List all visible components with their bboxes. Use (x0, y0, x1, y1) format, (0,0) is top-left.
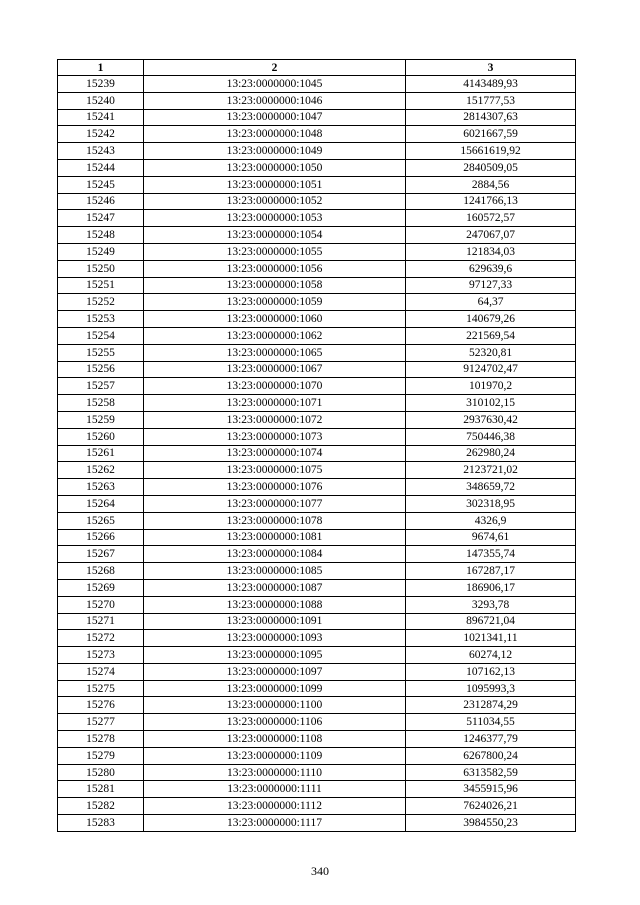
table-row (58, 697, 576, 714)
value-cell: 7624026,21 (406, 798, 576, 815)
row-number-cell: 15257 (58, 378, 144, 395)
cadastral-number-cell: 13:23:0000000:1051 (144, 176, 406, 193)
table-row (58, 663, 576, 680)
table-row (58, 260, 576, 277)
table-row (58, 227, 576, 244)
row-number-cell: 15272 (58, 630, 144, 647)
value-cell: 2814307,63 (406, 109, 576, 126)
cadastral-number-cell: 13:23:0000000:1073 (144, 428, 406, 445)
table-row (58, 613, 576, 630)
table-row (58, 243, 576, 260)
value-cell: 6021667,59 (406, 126, 576, 143)
row-number-cell: 15278 (58, 731, 144, 748)
value-cell: 147355,74 (406, 546, 576, 563)
value-cell: 1246377,79 (406, 731, 576, 748)
row-number-cell: 15282 (58, 798, 144, 815)
value-cell: 262980,24 (406, 445, 576, 462)
row-number-cell: 15253 (58, 311, 144, 328)
cadastral-number-cell: 13:23:0000000:1062 (144, 327, 406, 344)
cadastral-number-cell: 13:23:0000000:1059 (144, 294, 406, 311)
value-cell: 2884,56 (406, 176, 576, 193)
cadastral-number-cell: 13:23:0000000:1050 (144, 159, 406, 176)
row-number-cell: 15258 (58, 395, 144, 412)
table-row (58, 327, 576, 344)
row-number-cell: 15276 (58, 697, 144, 714)
cadastral-number-cell: 13:23:0000000:1077 (144, 495, 406, 512)
column-header-2: 2 (144, 60, 406, 76)
row-number-cell: 15281 (58, 781, 144, 798)
table-row (58, 411, 576, 428)
value-cell: 97127,33 (406, 277, 576, 294)
cadastral-number-cell: 13:23:0000000:1056 (144, 260, 406, 277)
row-number-cell: 15268 (58, 563, 144, 580)
value-cell: 3293,78 (406, 596, 576, 613)
row-number-cell: 15271 (58, 613, 144, 630)
value-cell: 221569,54 (406, 327, 576, 344)
cadastral-number-cell: 13:23:0000000:1091 (144, 613, 406, 630)
table-row (58, 747, 576, 764)
cadastral-number-cell: 13:23:0000000:1060 (144, 311, 406, 328)
value-cell: 247067,07 (406, 227, 576, 244)
cadastral-number-cell: 13:23:0000000:1055 (144, 243, 406, 260)
value-cell: 9124702,47 (406, 361, 576, 378)
table-row (58, 529, 576, 546)
table-row (58, 445, 576, 462)
table-row (58, 193, 576, 210)
row-number-cell: 15269 (58, 579, 144, 596)
cadastral-number-cell: 13:23:0000000:1076 (144, 479, 406, 496)
value-cell: 140679,26 (406, 311, 576, 328)
cadastral-number-cell: 13:23:0000000:1058 (144, 277, 406, 294)
row-number-cell: 15251 (58, 277, 144, 294)
row-number-cell: 15262 (58, 462, 144, 479)
cadastral-number-cell: 13:23:0000000:1100 (144, 697, 406, 714)
cadastral-number-cell: 13:23:0000000:1067 (144, 361, 406, 378)
table-body (58, 76, 576, 832)
value-cell: 6313582,59 (406, 764, 576, 781)
cadastral-number-cell: 13:23:0000000:1087 (144, 579, 406, 596)
table-row (58, 546, 576, 563)
value-cell: 2123721,02 (406, 462, 576, 479)
row-number-cell: 15283 (58, 815, 144, 832)
value-cell: 4326,9 (406, 512, 576, 529)
row-number-cell: 15264 (58, 495, 144, 512)
row-number-cell: 15261 (58, 445, 144, 462)
table-row (58, 798, 576, 815)
row-number-cell: 15246 (58, 193, 144, 210)
table-row (58, 176, 576, 193)
cadastral-number-cell: 13:23:0000000:1117 (144, 815, 406, 832)
value-cell: 151777,53 (406, 92, 576, 109)
value-cell: 15661619,92 (406, 143, 576, 160)
table-row (58, 395, 576, 412)
value-cell: 167287,17 (406, 563, 576, 580)
column-header-1: 1 (58, 60, 144, 76)
cadastral-number-cell: 13:23:0000000:1109 (144, 747, 406, 764)
cadastral-number-cell: 13:23:0000000:1053 (144, 210, 406, 227)
table-row (58, 495, 576, 512)
table-row (58, 159, 576, 176)
table-row (58, 647, 576, 664)
row-number-cell: 15279 (58, 747, 144, 764)
value-cell: 4143489,93 (406, 76, 576, 93)
table-row (58, 143, 576, 160)
row-number-cell: 15248 (58, 227, 144, 244)
cadastral-number-cell: 13:23:0000000:1108 (144, 731, 406, 748)
cadastral-number-cell: 13:23:0000000:1054 (144, 227, 406, 244)
row-number-cell: 15270 (58, 596, 144, 613)
table-row (58, 680, 576, 697)
row-number-cell: 15273 (58, 647, 144, 664)
cadastral-number-cell: 13:23:0000000:1075 (144, 462, 406, 479)
row-number-cell: 15275 (58, 680, 144, 697)
cadastral-number-cell: 13:23:0000000:1074 (144, 445, 406, 462)
table-row (58, 630, 576, 647)
value-cell: 302318,95 (406, 495, 576, 512)
value-cell: 160572,57 (406, 210, 576, 227)
row-number-cell: 15241 (58, 109, 144, 126)
value-cell: 2312874,29 (406, 697, 576, 714)
row-number-cell: 15254 (58, 327, 144, 344)
row-number-cell: 15256 (58, 361, 144, 378)
row-number-cell: 15255 (58, 344, 144, 361)
table-row (58, 764, 576, 781)
value-cell: 750446,38 (406, 428, 576, 445)
table-row (58, 109, 576, 126)
table-row (58, 210, 576, 227)
cadastral-number-cell: 13:23:0000000:1049 (144, 143, 406, 160)
row-number-cell: 15243 (58, 143, 144, 160)
table-row (58, 344, 576, 361)
table-row (58, 731, 576, 748)
cadastral-number-cell: 13:23:0000000:1095 (144, 647, 406, 664)
row-number-cell: 15263 (58, 479, 144, 496)
table-row (58, 512, 576, 529)
row-number-cell: 15280 (58, 764, 144, 781)
table-row (58, 579, 576, 596)
cadastral-number-cell: 13:23:0000000:1046 (144, 92, 406, 109)
table-row (58, 311, 576, 328)
row-number-cell: 15267 (58, 546, 144, 563)
row-number-cell: 15240 (58, 92, 144, 109)
cadastral-number-cell: 13:23:0000000:1112 (144, 798, 406, 815)
value-cell: 186906,17 (406, 579, 576, 596)
table-row (58, 378, 576, 395)
cadastral-number-cell: 13:23:0000000:1045 (144, 76, 406, 93)
column-header-3: 3 (406, 60, 576, 76)
row-number-cell: 15250 (58, 260, 144, 277)
cadastral-number-cell: 13:23:0000000:1093 (144, 630, 406, 647)
row-number-cell: 15239 (58, 76, 144, 93)
table-row (58, 815, 576, 832)
page-number: 340 (311, 864, 329, 878)
table-row (58, 479, 576, 496)
value-cell: 121834,03 (406, 243, 576, 260)
table-header-row (58, 60, 576, 76)
value-cell: 511034,55 (406, 714, 576, 731)
table-row (58, 714, 576, 731)
table-row (58, 361, 576, 378)
cadastral-number-cell: 13:23:0000000:1111 (144, 781, 406, 798)
row-number-cell: 15244 (58, 159, 144, 176)
row-number-cell: 15277 (58, 714, 144, 731)
value-cell: 1095993,3 (406, 680, 576, 697)
cadastral-number-cell: 13:23:0000000:1106 (144, 714, 406, 731)
row-number-cell: 15274 (58, 663, 144, 680)
value-cell: 896721,04 (406, 613, 576, 630)
table-row (58, 277, 576, 294)
value-cell: 2937630,42 (406, 411, 576, 428)
value-cell: 64,37 (406, 294, 576, 311)
row-number-cell: 15245 (58, 176, 144, 193)
row-number-cell: 15260 (58, 428, 144, 445)
value-cell: 101970,2 (406, 378, 576, 395)
row-number-cell: 15265 (58, 512, 144, 529)
cadastral-number-cell: 13:23:0000000:1084 (144, 546, 406, 563)
table-row (58, 781, 576, 798)
value-cell: 6267800,24 (406, 747, 576, 764)
table-row (58, 126, 576, 143)
table-row (58, 294, 576, 311)
value-cell: 107162,13 (406, 663, 576, 680)
cadastral-number-cell: 13:23:0000000:1048 (144, 126, 406, 143)
cadastral-number-cell: 13:23:0000000:1047 (144, 109, 406, 126)
cadastral-number-cell: 13:23:0000000:1078 (144, 512, 406, 529)
value-cell: 3984550,23 (406, 815, 576, 832)
table-row (58, 428, 576, 445)
value-cell: 52320,81 (406, 344, 576, 361)
value-cell: 1021341,11 (406, 630, 576, 647)
row-number-cell: 15249 (58, 243, 144, 260)
cadastral-number-cell: 13:23:0000000:1070 (144, 378, 406, 395)
table-row (58, 76, 576, 93)
table-row (58, 92, 576, 109)
value-cell: 2840509,05 (406, 159, 576, 176)
cadastral-number-cell: 13:23:0000000:1071 (144, 395, 406, 412)
table-row (58, 563, 576, 580)
table-row (58, 462, 576, 479)
cadastral-number-cell: 13:23:0000000:1072 (144, 411, 406, 428)
row-number-cell: 15247 (58, 210, 144, 227)
row-number-cell: 15266 (58, 529, 144, 546)
value-cell: 348659,72 (406, 479, 576, 496)
cadastral-number-cell: 13:23:0000000:1088 (144, 596, 406, 613)
cadastral-number-cell: 13:23:0000000:1110 (144, 764, 406, 781)
cadastral-number-cell: 13:23:0000000:1065 (144, 344, 406, 361)
cadastral-number-cell: 13:23:0000000:1081 (144, 529, 406, 546)
value-cell: 1241766,13 (406, 193, 576, 210)
data-table (57, 59, 576, 832)
row-number-cell: 15242 (58, 126, 144, 143)
cadastral-number-cell: 13:23:0000000:1052 (144, 193, 406, 210)
row-number-cell: 15259 (58, 411, 144, 428)
row-number-cell: 15252 (58, 294, 144, 311)
value-cell: 310102,15 (406, 395, 576, 412)
table-row (58, 596, 576, 613)
cadastral-number-cell: 13:23:0000000:1097 (144, 663, 406, 680)
value-cell: 60274,12 (406, 647, 576, 664)
value-cell: 629639,6 (406, 260, 576, 277)
cadastral-number-cell: 13:23:0000000:1099 (144, 680, 406, 697)
value-cell: 9674,61 (406, 529, 576, 546)
cadastral-number-cell: 13:23:0000000:1085 (144, 563, 406, 580)
value-cell: 3455915,96 (406, 781, 576, 798)
